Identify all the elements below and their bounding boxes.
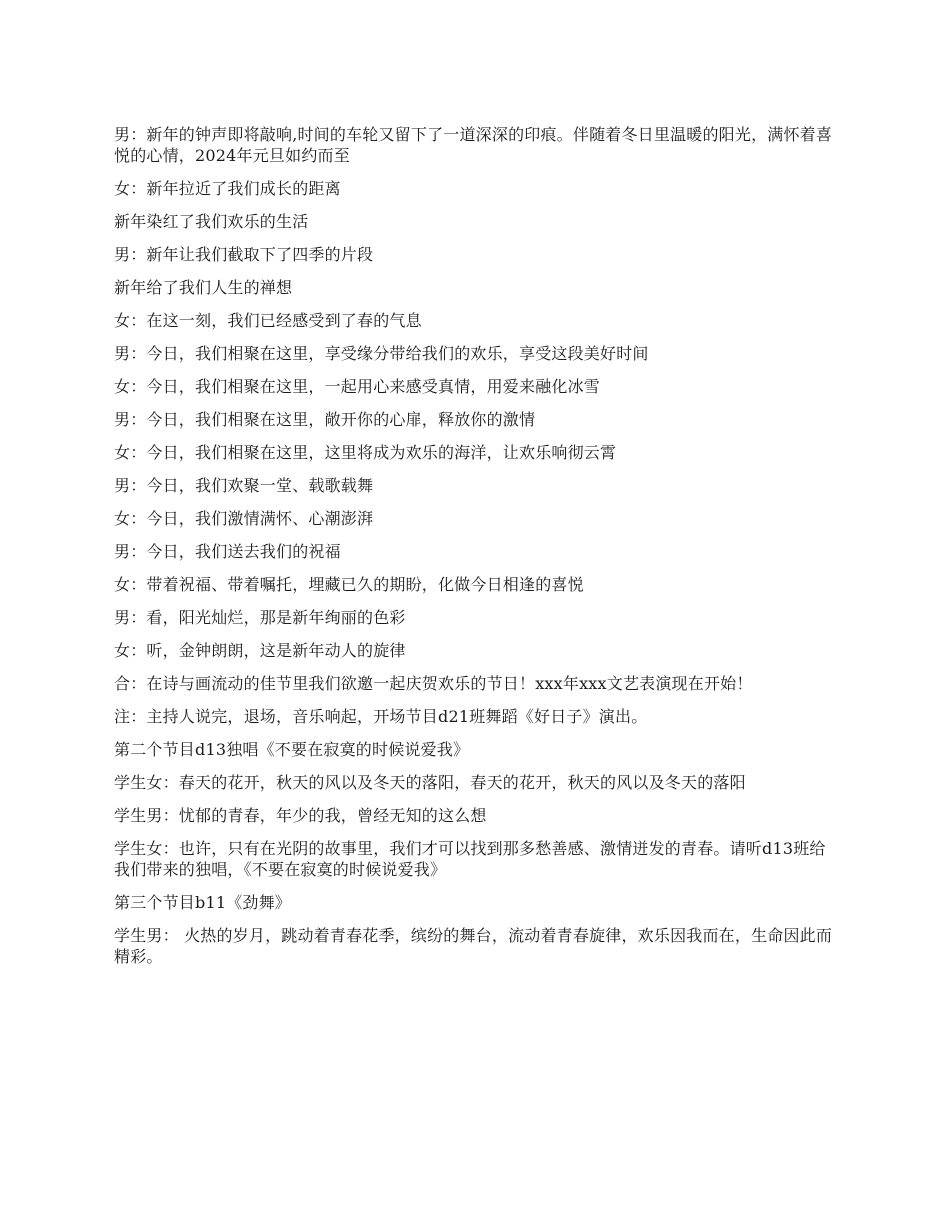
paragraph: 女：新年拉近了我们成长的距离 <box>114 179 341 198</box>
paragraph: 男：今日，我们送去我们的祝福 <box>114 542 341 561</box>
paragraph: 女：今日，我们相聚在这里，这里将成为欢乐的海洋，让欢乐响彻云霄 <box>114 443 617 462</box>
paragraph: 男：今日，我们相聚在这里，敞开你的心扉，释放你的激情 <box>114 410 536 429</box>
paragraph: 男：新年的钟声即将敲响,时间的车轮又留下了一道深深的印痕。伴随着冬日里温暖的阳光，满怀着喜悦的心情，2024年元旦如约而至 <box>114 125 833 165</box>
paragraph: 第二个节目d13独唱《不要在寂寞的时候说爱我》 <box>114 740 470 759</box>
paragraph: 合：在诗与画流动的佳节里我们欲邀一起庆贺欢乐的节日！xxx年xxx文艺表演现在开始！ <box>114 674 753 693</box>
paragraph: 学生男：忧郁的青春，年少的我，曾经无知的这么想 <box>114 806 487 825</box>
paragraph: 注：主持人说完，退场，音乐响起，开场节目d21班舞蹈《好日子》演出。 <box>114 707 648 726</box>
paragraph: 女：听，金钟朗朗，这是新年动人的旋律 <box>114 641 406 660</box>
paragraph: 新年染红了我们欢乐的生活 <box>114 212 309 231</box>
paragraph: 女：今日，我们相聚在这里，一起用心来感受真情，用爱来融化冰雪 <box>114 377 601 396</box>
paragraph: 学生女：也许，只有在光阴的故事里，我们才可以找到那多愁善感、激情迸发的青春。请听d13班给我们带来的独唱，《不要在寂寞的时候说爱我》 <box>114 839 826 879</box>
paragraph: 男：看，阳光灿烂，那是新年绚丽的色彩 <box>114 608 406 627</box>
paragraph: 男：今日，我们相聚在这里，享受缘分带给我们的欢乐，享受这段美好时间 <box>114 344 649 363</box>
paragraph: 男：今日，我们欢聚一堂、载歌载舞 <box>114 476 374 495</box>
paragraph: 新年给了我们人生的禅想 <box>114 278 293 297</box>
paragraph: 女：带着祝福、带着嘱托，埋藏已久的期盼，化做今日相逢的喜悦 <box>114 575 584 594</box>
paragraph: 女：今日，我们激情满怀、心潮澎湃 <box>114 509 374 528</box>
paragraph: 男：新年让我们截取下了四季的片段 <box>114 245 374 264</box>
paragraph: 学生男： 火热的岁月，跳动着青春花季，缤纷的舞台，流动着青春旋律，欢乐因我而在，生命因此而精彩。 <box>114 926 833 966</box>
paragraph: 女：在这一刻，我们已经感受到了春的气息 <box>114 311 422 330</box>
paragraph: 学生女：春天的花开，秋天的风以及冬天的落阳，春天的花开，秋天的风以及冬天的落阳 <box>114 773 746 792</box>
paragraph: 第三个节目b11《劲舞》 <box>114 893 292 912</box>
document-body <box>114 124 840 979</box>
